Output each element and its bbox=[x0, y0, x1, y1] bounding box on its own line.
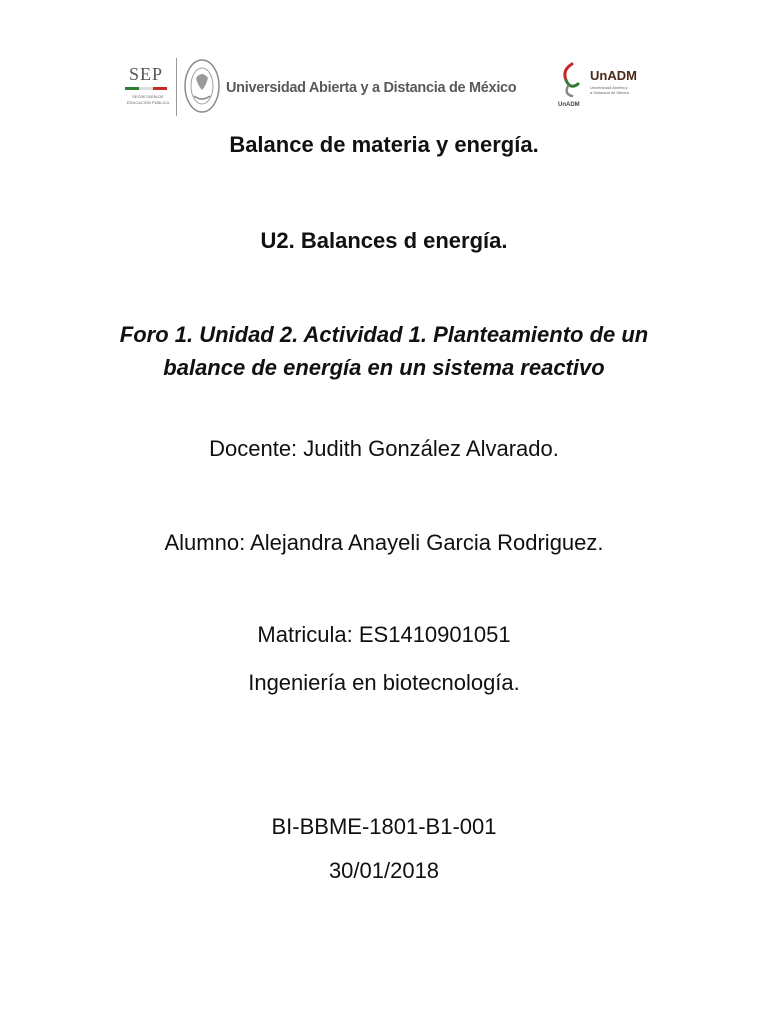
group-code: BI-BBME-1801-B1-001 bbox=[271, 814, 497, 839]
student-line: Alumno: Alejandra Anayeli Garcia Rodriguez. bbox=[164, 530, 604, 555]
unadm-mark-icon bbox=[558, 60, 584, 100]
logo-divider bbox=[176, 58, 177, 116]
course-title: Balance de materia y energía. bbox=[229, 132, 539, 157]
unadm-small-label: UnADM bbox=[558, 102, 580, 108]
document-date: 30/01/2018 bbox=[328, 858, 440, 883]
matricula-line: Matricula: ES1410901051 bbox=[257, 622, 511, 647]
career-line: Ingeniería en biotecnología. bbox=[248, 670, 520, 695]
national-seal-icon bbox=[182, 56, 222, 118]
sep-logo bbox=[115, 58, 175, 118]
unadm-logo bbox=[552, 58, 642, 120]
sep-logo-subtitle: SECRETARÍA DE EDUCACIÓN PÚBLICA bbox=[126, 94, 170, 105]
university-name: Universidad Abierta y a Distancia de México bbox=[226, 80, 517, 96]
sep-logo-title: SEP bbox=[129, 64, 164, 84]
unit-title: U2. Balances d energía. bbox=[260, 228, 508, 253]
institution-header bbox=[0, 40, 768, 132]
teacher-line: Docente: Judith González Alvarado. bbox=[209, 436, 559, 461]
unadm-subtitle: Universidad Abierta y a Distancia de México bbox=[590, 85, 630, 95]
unadm-name: UnADM bbox=[590, 68, 637, 83]
activity-title: Foro 1. Unidad 2. Actividad 1. Planteamiento de un balance de energía en un sistema reactivo bbox=[119, 322, 649, 380]
sep-tricolor-rule bbox=[125, 87, 167, 90]
